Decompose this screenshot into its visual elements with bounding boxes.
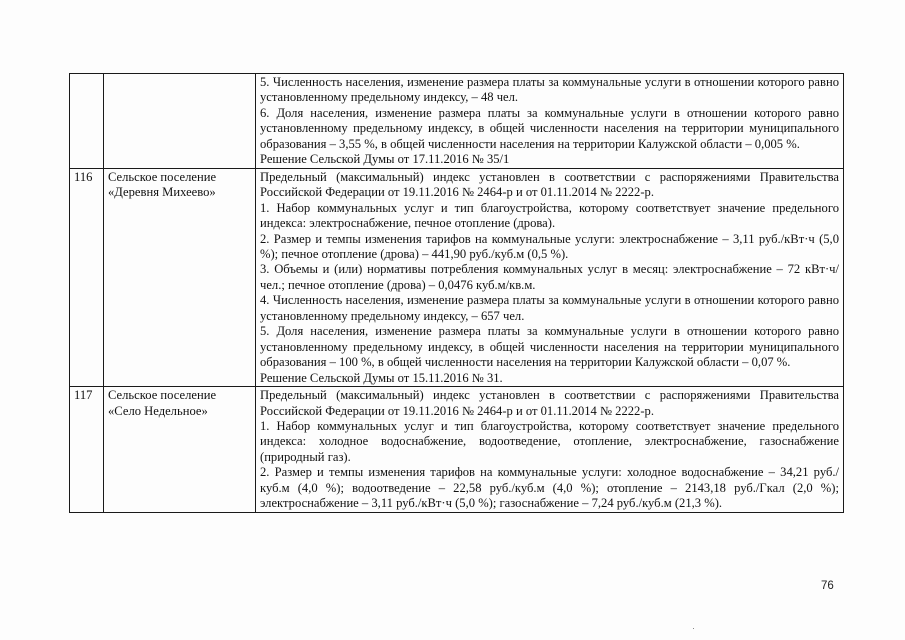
description-paragraph: Решение Сельской Думы от 15.11.2016 № 31. bbox=[260, 370, 503, 385]
row-number-cell: 117 bbox=[70, 387, 104, 513]
description-paragraph: 5. Численность населения, изменение размера платы за коммунальные услуги в отношении которого равно установленному предельному индексу, – 48 чел. bbox=[260, 75, 839, 105]
row-number-cell bbox=[70, 74, 104, 169]
table-row bbox=[70, 387, 844, 513]
description-paragraph: Предельный (максимальный) индекс установлен в соответствии с распоряжениями Правительства Российской Федерации от 19.11.2016 № 2464-р и от 01.11.2014 № 2222-р. bbox=[260, 388, 839, 418]
row-number-cell: 116 bbox=[70, 168, 104, 386]
settlement-name-line: «Деревня Михеево» bbox=[108, 185, 216, 200]
description-paragraph: 2. Размер и темпы изменения тарифов на коммунальные услуги: электроснабжение – 3,11 руб./кВт·ч (5,0 %); печное отопление (дрова) – 441,90 руб./куб.м (0,5 %). bbox=[260, 231, 839, 261]
settlement-name-line: Сельское поселение bbox=[108, 388, 217, 403]
settlement-name-cell bbox=[104, 387, 256, 513]
index-description-cell bbox=[256, 387, 844, 513]
page-number: 76 bbox=[821, 580, 834, 592]
index-description-cell bbox=[256, 168, 844, 386]
description-paragraph: Предельный (максимальный) индекс установлен в соответствии с распоряжениями Правительства Российской Федерации от 19.11.2016 № 2464-р и от 01.11.2014 № 2222-р. bbox=[260, 169, 839, 200]
description-paragraph: 5. Доля населения, изменение размера платы за коммунальные услуги в отношении которого равно установленному предельному индексу, в общей численности населения на территории муниципального образования – 100 %, в общей численности населения на территории Калужской области – 0,07 %. bbox=[260, 324, 839, 370]
table-row bbox=[70, 74, 844, 169]
description-paragraph: 1. Набор коммунальных услуг и тип благоустройства, которому соответствует значение предельного индекса: электроснабжение, печное отопление (дрова). bbox=[260, 200, 839, 231]
description-paragraph: 4. Численность населения, изменение размера платы за коммунальные услуги в отношении которого равно установленному предельному индексу, – 657 чел. bbox=[260, 293, 839, 323]
description-paragraph: Решение Сельской Думы от 17.11.2016 № 35/1 bbox=[260, 152, 510, 167]
description-paragraph: 2. Размер и темпы изменения тарифов на коммунальные услуги: холодное водоснабжение – 34,21 руб./куб.м (4,0 %); водоотведение – 22,58 руб./куб.м (4,0 %); отопление – 2143,18 руб./Гкал (2,0 %); электроснабжение – 3,11 руб./кВт·ч (5,0 %); газоснабжение – 7,24 руб./куб.м (21,3 %). bbox=[260, 465, 839, 511]
table-body bbox=[70, 74, 844, 513]
description-paragraph: 3. Объемы и (или) нормативы потребления коммунальных услуг в месяц: электроснабжение – 72 кВт·ч/чел.; печное отопление (дрова) – 0,0476 куб.м/кв.м. bbox=[260, 262, 839, 292]
description-paragraph: 1. Набор коммунальных услуг и тип благоустройства, которому соответствует значение предельного индекса: холодное водоснабжение, водоотведение, отопление, электроснабжение, газоснабжение (природный газ). bbox=[260, 418, 839, 464]
settlement-name-cell bbox=[104, 168, 256, 386]
settlement-name-line: Сельское поселение bbox=[108, 169, 217, 184]
index-description-cell bbox=[256, 74, 844, 169]
description-paragraph: 6. Доля населения, изменение размера платы за коммунальные услуги в отношении которого равно установленному предельному индексу, в общей численности населения на территории муниципального образования – 3,55 %, в общей численности населения на территории Калужской области – 0,005 %. bbox=[260, 105, 839, 151]
tariff-index-table bbox=[69, 73, 844, 513]
scan-speck bbox=[693, 628, 694, 629]
settlement-name-line: «Село Недельное» bbox=[108, 403, 208, 418]
table-row bbox=[70, 168, 844, 386]
settlement-name-cell bbox=[104, 74, 256, 169]
